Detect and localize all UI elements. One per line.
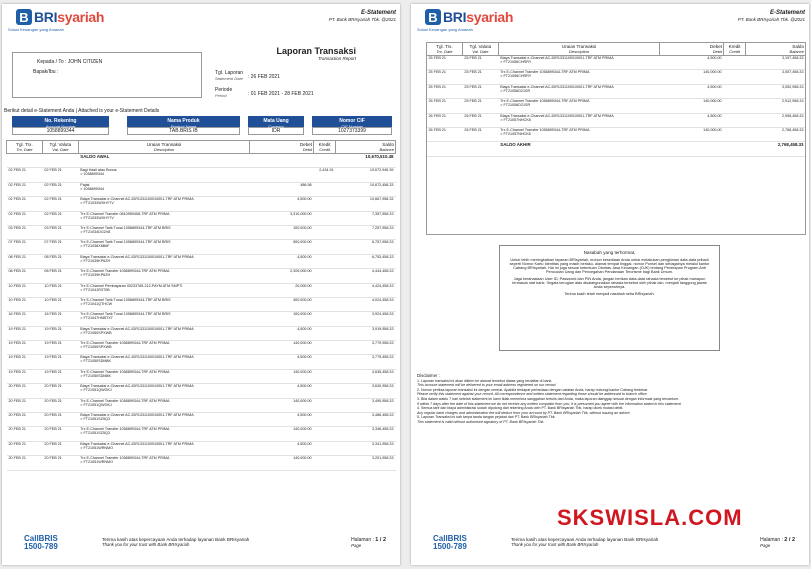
- col-credit: Kredit Credit: [724, 43, 746, 56]
- row-credit: [314, 341, 336, 355]
- row-debit: 4,500.00: [250, 384, 314, 398]
- table-row: [7, 269, 396, 283]
- row-val-date: 25 FEB 21: [462, 70, 498, 84]
- row-trx-date: 02 FEB 21: [7, 211, 43, 225]
- row-credit: [314, 456, 336, 470]
- table-row: [7, 240, 396, 254]
- row-credit: [314, 297, 336, 311]
- row-val-date: 20 FEB 21: [42, 456, 78, 470]
- row-val-date: 02 FEB 21: [42, 197, 78, 211]
- row-description: Trx E-Channel Pembayaran 00233765-212-PAYM ATM SMPTI > FT21041R3T0B: [78, 283, 249, 297]
- row-credit: [314, 355, 336, 369]
- row-credit: [314, 254, 336, 268]
- row-credit: [314, 384, 336, 398]
- row-description: Trx E-Channel Transfer 1058899344-TRF ATM PRIMA > FT21050SDM8K: [78, 369, 249, 383]
- row-description: Biaya Transaksi e-Channel AC-IDR1331100010001-TRF ATM PRIMA > FT21056D21SR: [498, 84, 659, 98]
- account-info-header: [12, 116, 392, 135]
- page-number: Halaman : 1 / 2 Page: [351, 537, 386, 548]
- table-row: [7, 297, 396, 311]
- row-val-date: 19 FEB 21: [42, 341, 78, 355]
- row-trx-date: 07 FEB 21: [7, 240, 43, 254]
- row-debit: 140,000.00: [660, 127, 724, 141]
- row-debit: 140,000.00: [250, 456, 314, 470]
- thanks-text: Terima kasih atas kepercayaan Anda terhadap layanan Bank BRIsyariah Thank you for your trust with Bank BRIsyariah: [511, 537, 659, 547]
- row-val-date: 02 FEB 21: [42, 211, 78, 225]
- disclaimer-line: If within 7 days after the date of this statement we do not receive any written complaint from you, it is presumed you agree with the information stated in this statement.: [417, 401, 682, 406]
- disclaimer-line: This statement is valid without authorised signatory of PT. Bank BRIsyariah Tbk.: [417, 419, 545, 424]
- period-label: Periode Period: [215, 87, 233, 98]
- logo-bri-text: BRI: [443, 9, 467, 25]
- row-debit: 4,500.00: [250, 254, 314, 268]
- currency-value: IDR: [248, 127, 304, 135]
- table-row: [7, 211, 396, 225]
- closing-balance-row: SALDO AKHIR 2,768,458.33: [427, 142, 806, 156]
- estatement-company: PT. Bank BRIsyariah Tbk. @2021: [328, 17, 396, 22]
- row-balance: 3,341,958.33: [336, 441, 396, 455]
- estatement-title: E-Statement: [769, 10, 805, 16]
- notice-paragraph-3: Terima kasih telah menjadi nasabah setia BRIsyariah.: [564, 292, 655, 296]
- bri-logo-icon: B: [16, 9, 32, 25]
- row-description: Biaya Transaksi e-Channel AC-IDR1331100010001-TRF ATM PRIMA > FT21051SZ5Q3: [78, 413, 249, 427]
- period-value: : 01 FEB 2021 - 28 FEB 2021: [248, 91, 314, 97]
- col-description: Uraian Transaksi Description: [78, 141, 249, 154]
- col-credit: Kredit Credit: [314, 141, 336, 154]
- report-subtitle: Transaction Report: [318, 56, 356, 61]
- disclaimer-line: 4. Semua tarif dan biaya administrasi sudah dipotong dari rekening Anda oleh PT. Bank BRIsyariah Tbk, harap dicek mutasi debit.: [417, 406, 624, 411]
- row-val-date: 20 FEB 21: [42, 398, 78, 412]
- row-description: Biaya Transaksi e-Channel AC-IDR1331100010001-TRF ATM PRIMA > FT21051WRNMO: [78, 441, 249, 455]
- table-row: [7, 182, 396, 196]
- row-description: Biaya Transaksi e-Channel AC-IDR1331100010001-TRF ATM PRIMA > FT21039KP6ZH: [78, 254, 249, 268]
- estatement-company: PT. Bank BRIsyariah Tbk. @2021: [737, 17, 805, 22]
- row-trx-date: 16 FEB 21: [7, 312, 43, 326]
- row-description: Trx E-Channel Tarik Tunai 1058899344-TRF ATM BRIS > FT21041QTHCW: [78, 297, 249, 311]
- row-val-date: 25 FEB 21: [462, 99, 498, 113]
- notice-paragraph-1: Untuk lebih meningkatkan layanan BRIsyariah, mohon kesediaan Anda untuk melakukan pengkinian data-data pribadi seperti Nomor Kartu Identitas yang masih berlaku, alamat tempat tinggal, nomor Ponsel dan sebagainya melalui kantor Cabang BRIsyariah. Hal ini juga sesuai ketentuan Otoritas Jasa Keuangan (OJK) tentang Penerapan Program Anti Pencucian Uang dan Pencegahan Pendanaan Terorisme bagi Bank Umum.: [509, 258, 710, 274]
- row-description: Trx E-Channel Transfer 1058899344-TRF ATM PRIMA > FT21039KP6ZH: [78, 269, 249, 283]
- row-trx-date: 02 FEB 21: [7, 168, 43, 182]
- col-trx-date: Tgl. Trx. Trx. Date: [7, 141, 43, 154]
- row-debit: 4,500.00: [660, 113, 724, 127]
- row-val-date: 20 FEB 21: [42, 427, 78, 441]
- table-row: [7, 427, 396, 441]
- table-row: [7, 369, 396, 383]
- table-row: [7, 341, 396, 355]
- row-description: Pajak > 1058899344: [78, 182, 249, 196]
- row-balance: 7,257,958.33: [336, 225, 396, 239]
- row-trx-date: 20 FEB 21: [7, 427, 43, 441]
- row-credit: [314, 398, 336, 412]
- row-trx-date: 20 FEB 21: [7, 384, 43, 398]
- row-balance: 2,768,458.33: [746, 127, 806, 141]
- row-description: Biaya Transaksi e-Channel AC-IDR1331100010001-TRF ATM PRIMA > FT21033WXHY7V: [78, 197, 249, 211]
- row-debit: 4,500.00: [250, 413, 314, 427]
- row-credit: [724, 113, 746, 127]
- row-description: Trx E-Channel Transfer 1058899344-TRF ATM PRIMA > FT21056D21SR: [498, 99, 659, 113]
- row-val-date: 25 FEB 21: [462, 84, 498, 98]
- disclaimer-line: 1. Laporan transaksi ini akan dikirim ke alamat tersebut diatas yang terdaftar di bank.: [417, 378, 553, 383]
- row-balance: 3,919,958.33: [336, 326, 396, 340]
- row-trx-date: 19 FEB 21: [7, 341, 43, 355]
- page-number: Halaman : 2 / 2 Page: [760, 537, 795, 548]
- row-trx-date: 02 FEB 21: [7, 182, 43, 196]
- product-name-value: TAB.BRIS IB: [127, 127, 240, 135]
- row-trx-date: 19 FEB 21: [7, 369, 43, 383]
- disclaimer-line: 3. Bila dalam waktu 7 hari setelah statement ini kami tidak menerima sanggahan tertulis dari Anda, maka laporan dianggap sesuai dengan informasi yang tercantum.: [417, 396, 680, 401]
- row-val-date: 20 FEB 21: [42, 413, 78, 427]
- row-debit: 4,500.00: [250, 197, 314, 211]
- row-balance: 2,912,958.33: [746, 99, 806, 113]
- row-balance: 3,057,458.33: [746, 70, 806, 84]
- row-trx-date: 20 FEB 21: [7, 413, 43, 427]
- row-val-date: 03 FEB 21: [42, 225, 78, 239]
- row-val-date: 20 FEB 21: [42, 384, 78, 398]
- row-debit: 4,500.00: [250, 355, 314, 369]
- row-trx-date: 20 FEB 21: [7, 456, 43, 470]
- row-balance: 10,667,958.33: [336, 197, 396, 211]
- logo-syariah-text: syariah: [466, 9, 514, 25]
- row-val-date: 02 FEB 21: [42, 168, 78, 182]
- row-credit: [314, 413, 336, 427]
- row-description: Trx E-Channel Transfer 0810959408-TRF ATM PRIMA > FT21033WXHY7V: [78, 211, 249, 225]
- cif-value: 1027373399: [312, 127, 392, 135]
- row-debit: 100,000.00: [250, 312, 314, 326]
- estatement-title: E-Statement: [360, 10, 396, 16]
- col-val-date: Tgl. Valuta Val. Date: [462, 43, 498, 56]
- row-balance: 3,775,458.33: [336, 355, 396, 369]
- row-description: Trx E-Channel Transfer 1058899344-TRF ATM PRIMA > FT21056CHRRY: [498, 70, 659, 84]
- row-balance: 2,908,458.33: [746, 113, 806, 127]
- row-val-date: 19 FEB 21: [42, 355, 78, 369]
- row-debit: 140,000.00: [250, 398, 314, 412]
- row-trx-date: 26 FEB 21: [427, 127, 463, 141]
- row-debit: 4,500.00: [660, 84, 724, 98]
- row-description: Biaya Transaksi e-Channel AC-IDR1331100010001-TRF ATM PRIMA > FT21057NHCK8: [498, 113, 659, 127]
- row-trx-date: 20 FEB 21: [7, 441, 43, 455]
- row-val-date: 02 FEB 21: [42, 182, 78, 196]
- opening-balance-row: SALDO AWAL 10,670,510.48: [7, 154, 396, 168]
- row-balance: 10,672,458.33: [336, 182, 396, 196]
- col-debit: Debet Debit: [250, 141, 314, 154]
- row-description: Trx E-Channel Tarik Tunai 1058899344-TRF ATM BRIS > FT21047HNBTXT: [78, 312, 249, 326]
- row-trx-date: 25 FEB 21: [427, 70, 463, 84]
- row-credit: [314, 326, 336, 340]
- row-description: Trx E-Channel Tarik Tunai 1058899344-TRF ATM BRIS > FT21034DG2V8: [78, 225, 249, 239]
- row-val-date: 19 FEB 21: [42, 326, 78, 340]
- table-row: [7, 413, 396, 427]
- row-debit: 4,500.00: [250, 441, 314, 455]
- row-balance: 3,197,458.33: [746, 56, 806, 70]
- statement-page-2: [411, 4, 809, 565]
- row-description: Biaya Transaksi e-Channel AC-IDR1331100010001-TRF ATM PRIMA > FT21050SPXWB: [78, 326, 249, 340]
- row-trx-date: 19 FEB 21: [7, 326, 43, 340]
- statement-date-label: Tgl. Laporan Statement Date: [215, 70, 244, 81]
- estatement-heading: [738, 10, 805, 22]
- thanks-text: Terima kasih atas kepercayaan Anda terhadap layanan Bank BRIsyariah Thank you for your trust with Bank BRIsyariah: [102, 537, 250, 547]
- table-row: [427, 99, 806, 113]
- row-description: Trx E-Channel Transfer 1058899344-TRF ATM PRIMA > FT21050SPXWB: [78, 341, 249, 355]
- row-debit: 500,000.00: [250, 240, 314, 254]
- table-row: [427, 56, 806, 70]
- row-debit: 140,000.00: [660, 70, 724, 84]
- row-debit: 140,000.00: [250, 341, 314, 355]
- row-debit: 4,500.00: [250, 326, 314, 340]
- statement-date-value: : 26 FEB 2021: [248, 74, 280, 80]
- recipient-box: [12, 52, 202, 98]
- bri-logo-icon: B: [425, 9, 441, 25]
- col-trx-date: Tgl. Trx. Trx. Date: [427, 43, 463, 56]
- table-row: [427, 84, 806, 98]
- row-balance: 3,486,458.33: [336, 413, 396, 427]
- customer-notice: [499, 245, 720, 351]
- row-balance: 3,635,458.33: [336, 369, 396, 383]
- disclaimer-line: Please verify this statement against your record. All correspondence and written statement regarding those should be addressed to branch office.: [417, 392, 648, 397]
- table-row: [7, 384, 396, 398]
- table-row: [7, 254, 396, 268]
- row-trx-date: 03 FEB 21: [7, 225, 43, 239]
- brisyariah-logo: [16, 9, 104, 25]
- row-debit: 140,000.00: [250, 427, 314, 441]
- row-description: Trx E-Channel Transfer 1058899344-TRF ATM PRIMA > FT21051WRNMO: [78, 456, 249, 470]
- table-row: [7, 398, 396, 412]
- row-balance: 4,424,458.33: [336, 283, 396, 297]
- statement-page-1: [2, 4, 400, 565]
- row-credit: [314, 211, 336, 225]
- row-balance: 3,924,458.33: [336, 312, 396, 326]
- row-credit: [314, 369, 336, 383]
- account-number-value: 1058899344: [12, 127, 109, 135]
- row-balance: 6,757,958.33: [336, 240, 396, 254]
- row-credit: [314, 225, 336, 239]
- row-balance: 3,052,958.33: [746, 84, 806, 98]
- row-balance: 4,024,458.33: [336, 297, 396, 311]
- table-row: [7, 441, 396, 455]
- row-trx-date: 26 FEB 21: [427, 113, 463, 127]
- table-row: [7, 456, 396, 470]
- table-row: [7, 312, 396, 326]
- row-balance: 3,630,958.33: [336, 384, 396, 398]
- row-val-date: 10 FEB 21: [42, 297, 78, 311]
- transaction-table-1: [6, 140, 396, 471]
- footer-1: [2, 529, 400, 565]
- table-row: [7, 355, 396, 369]
- tagline: Solusi Keuangan yang Amanah: [8, 27, 64, 32]
- row-credit: [314, 427, 336, 441]
- row-credit: [724, 127, 746, 141]
- row-trx-date: 25 FEB 21: [427, 56, 463, 70]
- row-trx-date: 25 FEB 21: [427, 84, 463, 98]
- row-val-date: 10 FEB 21: [42, 283, 78, 297]
- estatement-heading: [329, 10, 396, 22]
- row-balance: 7,357,958.33: [336, 211, 396, 225]
- row-debit: 486.98: [250, 182, 314, 196]
- row-trx-date: 02 FEB 21: [7, 197, 43, 211]
- row-trx-date: 10 FEB 21: [7, 283, 43, 297]
- table-row: [427, 113, 806, 127]
- row-description: Trx E-Channel Transfer 1058899344-TRF ATM PRIMA > FT21051SZ5Q3: [78, 427, 249, 441]
- row-credit: [724, 99, 746, 113]
- row-credit: 2,434.91: [314, 168, 336, 182]
- row-val-date: 25 FEB 21: [462, 56, 498, 70]
- callbris-logo: CallBRIS 1500-789: [433, 534, 467, 551]
- row-credit: [724, 56, 746, 70]
- row-debit: 3,310,000.00: [250, 211, 314, 225]
- account-number-header: No. Rekening Account Number: [12, 116, 109, 127]
- row-val-date: 19 FEB 21: [42, 369, 78, 383]
- table-row: [7, 326, 396, 340]
- row-val-date: 07 FEB 21: [42, 240, 78, 254]
- row-debit: 140,000.00: [250, 369, 314, 383]
- cif-header: Nomor CIF CIF Number: [312, 116, 392, 127]
- row-balance: 3,346,458.33: [336, 427, 396, 441]
- disclaimer-line: This account statement will be delivered to your email address registered on our record.: [417, 383, 557, 388]
- row-debit: 4,500.00: [660, 56, 724, 70]
- row-trx-date: 08 FEB 21: [7, 269, 43, 283]
- row-description: Trx E-Channel Tarik Tunai 1058899344-TRF ATM BRIS > FT21038X6B6F: [78, 240, 249, 254]
- table-row: [7, 197, 396, 211]
- table-header: [427, 43, 806, 56]
- tagline: Solusi Keuangan yang Amanah: [417, 27, 473, 32]
- table-row: [7, 168, 396, 182]
- row-balance: 3,779,958.33: [336, 341, 396, 355]
- row-trx-date: 10 FEB 21: [7, 297, 43, 311]
- logo-bri-text: BRI: [34, 9, 58, 25]
- disclaimer-title: Disclaimer :: [417, 373, 440, 378]
- row-credit: [314, 182, 336, 196]
- row-debit: 400,000.00: [250, 297, 314, 311]
- row-trx-date: 19 FEB 21: [7, 355, 43, 369]
- row-credit: [314, 269, 336, 283]
- disclaimer-line: 2. Nomor periksa laporan transaksi ini dengan cermat. Apabila terdapat perbedaan dengan catatan Anda, harap hubungi kantor Cabang terdekat.: [417, 387, 648, 392]
- report-title-block: [260, 46, 356, 61]
- row-description: Trx E-Channel Transfer 1058899344-TRF ATM PRIMA > FT21051QWGKJ: [78, 398, 249, 412]
- table-row: [7, 283, 396, 297]
- transaction-table-2: [426, 42, 806, 157]
- currency-header: Mata Uang Currency: [248, 116, 304, 127]
- row-debit: [250, 168, 314, 182]
- table-row: [427, 127, 806, 141]
- row-debit: 2,309,000.00: [250, 269, 314, 283]
- row-balance: 10,672,945.39: [336, 168, 396, 182]
- watermark-text: SKSWISLA.COM: [557, 505, 743, 530]
- row-description: Trx E-Channel Transfer 1058899344-TRF ATM PRIMA > FT21057NHCK8: [498, 127, 659, 141]
- col-debit: Debet Debit: [660, 43, 724, 56]
- row-trx-date: 20 FEB 21: [7, 398, 43, 412]
- row-balance: 3,490,958.33: [336, 398, 396, 412]
- col-val-date: Tgl. Valuta Val. Date: [42, 141, 78, 154]
- row-val-date: 20 FEB 21: [42, 441, 78, 455]
- notice-title: Nasabah yang terhormat,: [583, 250, 636, 255]
- row-trx-date: 08 FEB 21: [7, 254, 43, 268]
- row-val-date: 26 FEB 21: [462, 113, 498, 127]
- callbris-logo: CallBRIS 1500-789: [24, 534, 58, 551]
- row-credit: [314, 197, 336, 211]
- row-val-date: 08 FEB 21: [42, 254, 78, 268]
- row-debit: 100,000.00: [250, 225, 314, 239]
- row-balance: 4,444,458.33: [336, 269, 396, 283]
- row-description: Biaya Transaksi e-Channel AC-IDR1331100010001-TRF ATM PRIMA > FT21056CHRRY: [498, 56, 659, 70]
- row-debit: 140,000.00: [660, 99, 724, 113]
- row-val-date: 26 FEB 21: [462, 127, 498, 141]
- row-debit: 20,000.00: [250, 283, 314, 297]
- row-credit: [314, 283, 336, 297]
- disclaimer-line: Any regular bank charges and administration fee will deduct from your account by PT. Bank BRIsyariah Tbk. without issuing an advice.: [417, 410, 631, 415]
- col-balance: Saldo Balance: [746, 43, 806, 56]
- intro-text: Berikut detail e-Statement Anda | Attached is your e-Statement Details: [4, 108, 160, 114]
- row-val-date: 16 FEB 21: [42, 312, 78, 326]
- recipient-name: Kepada / To : JOHN CITIZEN: [37, 59, 103, 65]
- disclaimer-line: 5. Laporan Transaksi ini sah tanpa tanda tangan pejabat dari PT. Bank BRIsyariah Tbk.: [417, 415, 556, 420]
- report-title: Laporan Transaksi: [276, 46, 356, 56]
- brisyariah-logo: [425, 9, 513, 25]
- disclaimer: [417, 374, 801, 425]
- row-description: Biaya Transaksi e-Channel AC-IDR1331100010001-TRF ATM PRIMA > FT21050SDM8K: [78, 355, 249, 369]
- row-credit: [314, 441, 336, 455]
- row-description: Bagi Hasil atau Bonus > 1058899344: [78, 168, 249, 182]
- footer-2: [411, 529, 809, 565]
- recipient-salutation: Bapak/Ibu :: [33, 69, 59, 75]
- col-balance: Saldo Balance: [336, 141, 396, 154]
- product-name-header: Nama Produk Product Name: [127, 116, 240, 127]
- col-description: Uraian Transaksi Description: [498, 43, 659, 56]
- row-trx-date: 25 FEB 21: [427, 99, 463, 113]
- table-header: [7, 141, 396, 154]
- logo-syariah-text: syariah: [57, 9, 105, 25]
- row-val-date: 08 FEB 21: [42, 269, 78, 283]
- row-credit: [724, 84, 746, 98]
- row-description: Biaya Transaksi e-Channel AC-IDR1331100010001-TRF ATM PRIMA > FT21051QWGKJ: [78, 384, 249, 398]
- row-credit: [314, 240, 336, 254]
- notice-paragraph-2: Jaga kerahasiaan User ID, Password dan PIN Anda, jangan berikan data-data rahasia tersebut ke pihak manapun termasuk staf bank. Segala kerugian atas disalahgunakan rahasia tersebut oleh pihak lain, menjadi tanggung jawab Anda sepenuhnya.: [512, 277, 707, 289]
- row-credit: [314, 312, 336, 326]
- row-balance: 6,753,458.33: [336, 254, 396, 268]
- table-row: [7, 225, 396, 239]
- table-row: [427, 70, 806, 84]
- row-credit: [724, 70, 746, 84]
- row-balance: 3,201,958.33: [336, 456, 396, 470]
